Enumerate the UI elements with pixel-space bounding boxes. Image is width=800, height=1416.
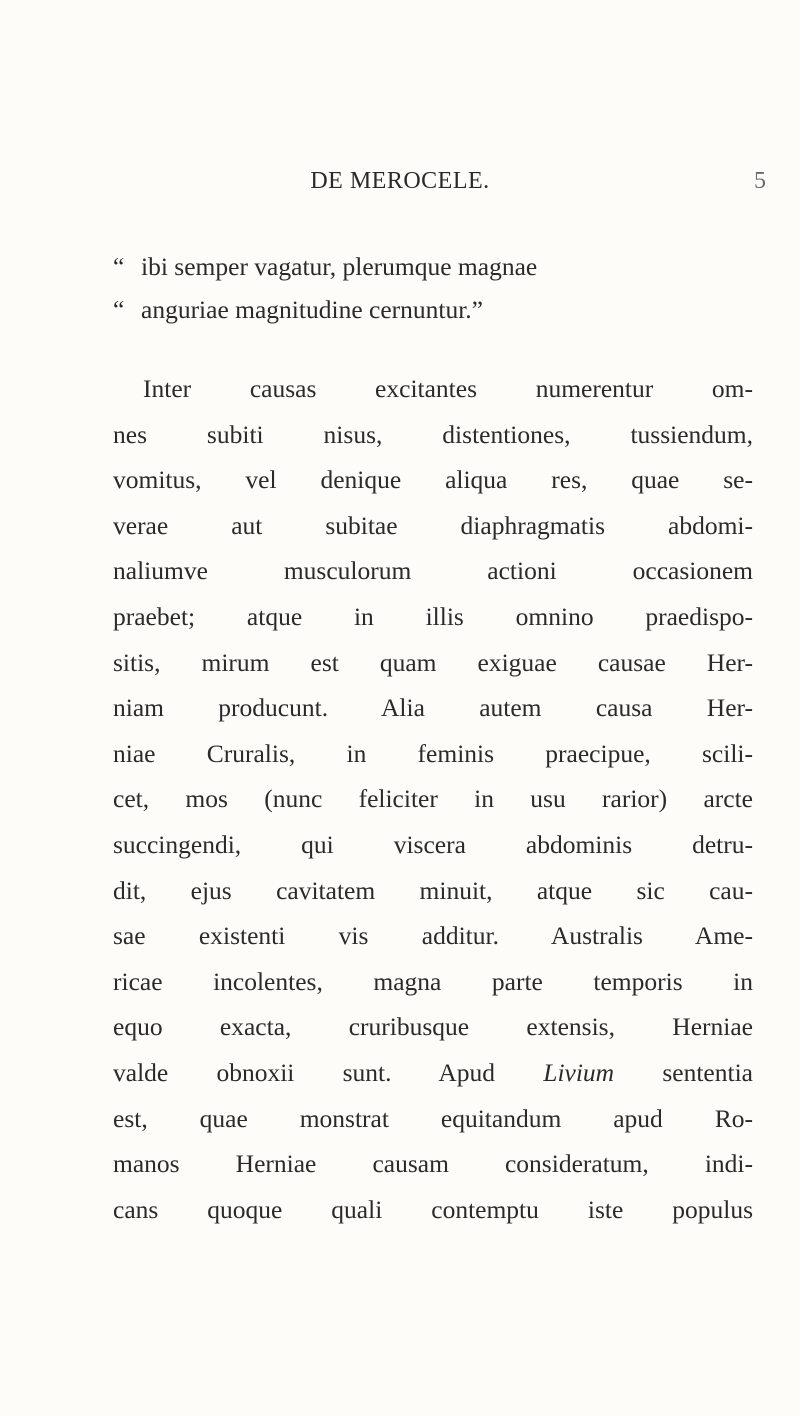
quote-text: anguriae magnitudine cernuntur.”	[141, 295, 483, 324]
text-line: succingendi, qui viscera abdominis detru-	[113, 829, 753, 859]
quotation-block	[113, 245, 753, 331]
quote-mark: “	[113, 252, 125, 281]
text-line: sitis, mirum est quam exiguae causae Her-	[113, 647, 753, 677]
text-line: Inter causas excitantes numerentur om-	[143, 374, 753, 403]
running-head	[0, 168, 800, 204]
page-number: 5	[754, 168, 766, 194]
text-segment: valde obnoxii sunt. Apud	[113, 1057, 496, 1087]
text-line: ricae incolentes, magna parte temporis in	[113, 966, 753, 996]
running-title: DE MEROCELE.	[310, 168, 490, 194]
quote-line	[113, 288, 753, 331]
text-line: vomitus, vel denique aliqua res, quae se-	[113, 465, 753, 495]
quote-line	[113, 245, 753, 288]
text-line: equo exacta, cruribusque extensis, Herniae	[113, 1012, 753, 1042]
body-paragraph	[113, 366, 753, 1232]
quote-text: ibi semper vagatur, plerumque magnae	[141, 252, 538, 281]
text-line: praebet; atque in illis omnino praedispo-	[113, 601, 753, 631]
quote-mark: “	[113, 295, 125, 324]
text-line: cet, mos (nunc feliciter in usu rarior) arcte	[113, 784, 753, 814]
text-line: naliumve musculorum actioni occasionem	[113, 556, 753, 586]
italic-word: Livium	[543, 1057, 615, 1087]
text-line: dit, ejus cavitatem minuit, atque sic cau-	[113, 875, 753, 905]
text-line: niae Cruralis, in feminis praecipue, scili-	[113, 738, 753, 768]
text-line: verae aut subitae diaphragmatis abdomi-	[113, 510, 753, 540]
text-line: est, quae monstrat equitandum apud Ro-	[113, 1103, 753, 1133]
text-line: manos Herniae causam consideratum, indi-	[113, 1149, 753, 1179]
text-segment: sententia	[662, 1057, 753, 1087]
text-line	[113, 1050, 753, 1096]
text-line: cans quoque quali contemptu iste populus	[113, 1194, 753, 1224]
text-line: sae existenti vis additur. Australis Ame-	[113, 921, 753, 951]
text-line: niam producunt. Alia autem causa Her-	[113, 693, 753, 723]
text-line: nes subiti nisus, distentiones, tussiendum,	[113, 419, 753, 449]
